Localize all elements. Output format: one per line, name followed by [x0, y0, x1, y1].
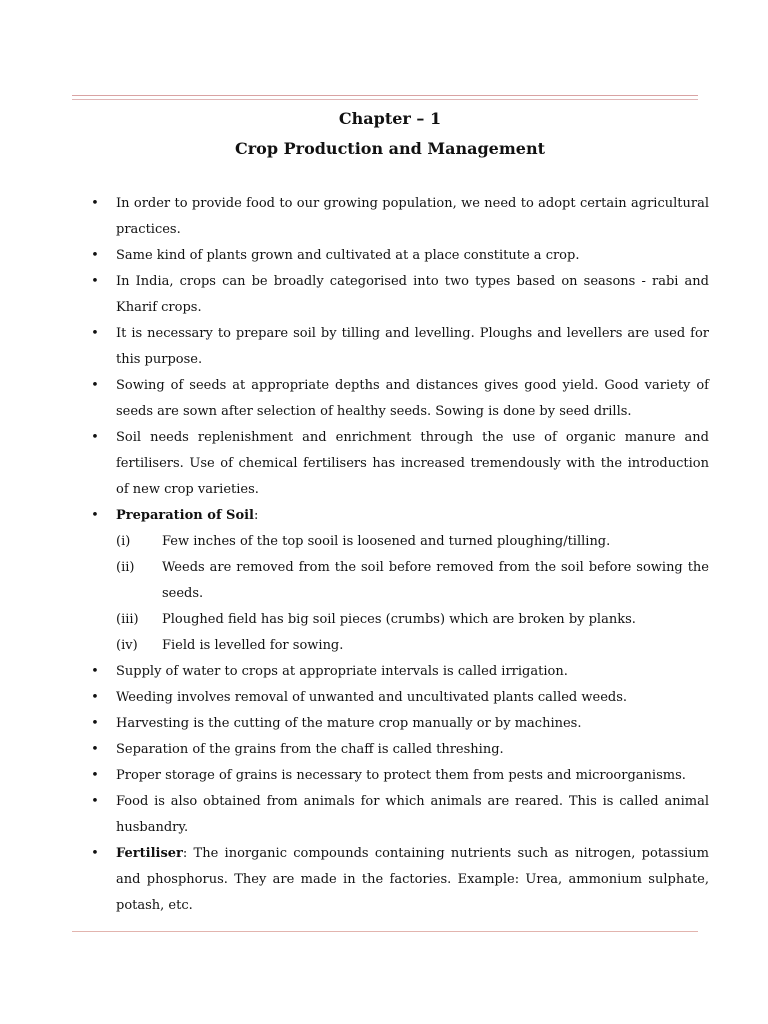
- list-item-text: Supply of water to crops at appropriate intervals is called irrigation.: [116, 664, 568, 679]
- bullet-icon: •: [91, 768, 99, 783]
- bullet-icon: •: [91, 430, 99, 445]
- bullet-icon: •: [91, 690, 99, 705]
- list-item-text: Weeding involves removal of unwanted and uncultivated plants called weeds.: [116, 690, 628, 705]
- list-item-text: Soil needs replenishment and enrichment through the use of organic manure and fertilisers. Use of chemical fertilisers has increased tremendously with the introduction of new crop varieties.: [116, 430, 709, 497]
- bullet-icon: •: [91, 742, 99, 757]
- sub-list-text: Field is levelled for sowing.: [162, 638, 344, 653]
- bullet-icon: •: [91, 794, 99, 809]
- heading-colon: :: [254, 508, 259, 523]
- list-item: [88, 763, 709, 789]
- header-rule-top: [72, 95, 698, 96]
- list-item-text: In order to provide food to our growing population, we need to adopt certain agricultural practices.: [116, 196, 709, 237]
- list-item: [88, 685, 709, 711]
- list-item: [88, 321, 709, 373]
- sub-list-number: (iii): [116, 612, 139, 627]
- list-item: [88, 789, 709, 841]
- list-item: [88, 425, 709, 503]
- bullet-icon: •: [91, 274, 99, 289]
- sub-list-number: (ii): [116, 560, 135, 575]
- preparation-of-soil-heading: Preparation of Soil: [116, 508, 254, 523]
- sub-list-text: Ploughed field has big soil pieces (crumbs) which are broken by planks.: [162, 612, 636, 627]
- sub-list-text: Few inches of the top sooil is loosened and turned ploughing/tilling.: [162, 534, 611, 549]
- bullet-icon: •: [91, 716, 99, 731]
- sub-list-number: (i): [116, 534, 131, 549]
- list-item-text: Same kind of plants grown and cultivated at a place constitute a crop.: [116, 248, 580, 263]
- sub-list-text: Weeds are removed from the soil before removed from the soil before sowing the seeds.: [162, 560, 709, 601]
- fertiliser-text: The inorganic compounds containing nutrients such as nitrogen, potassium and phosphorus. They are made in the factories. Example: Urea, ammonium sulphate, potash, etc.: [116, 846, 709, 913]
- bullet-icon: •: [91, 248, 99, 263]
- list-item-text: Harvesting is the cutting of the mature crop manually or by machines.: [116, 716, 582, 731]
- list-item-text: Sowing of seeds at appropriate depths and distances gives good yield. Good variety of seeds are sown after selection of healthy seeds. Sowing is done by seed drills.: [116, 378, 709, 419]
- list-item: [88, 191, 709, 243]
- chapter-title: Chapter – 1: [338, 109, 442, 128]
- sub-list-item: [88, 529, 709, 555]
- bullet-icon: •: [91, 326, 99, 341]
- list-item: [88, 373, 709, 425]
- bullet-icon: •: [91, 664, 99, 679]
- sub-list-item: [88, 633, 709, 659]
- list-item-text: Separation of the grains from the chaff is called threshing.: [116, 742, 504, 757]
- sub-list-item: [88, 555, 709, 607]
- list-item: [88, 737, 709, 763]
- bullet-icon: •: [91, 508, 99, 523]
- list-item: [88, 269, 709, 321]
- bullet-icon: •: [91, 378, 99, 393]
- list-item: [88, 659, 709, 685]
- sub-list-number: (iv): [116, 638, 138, 653]
- fertiliser-heading: Fertiliser: [116, 846, 183, 861]
- fertiliser-item: [88, 841, 709, 919]
- list-item-text: In India, crops can be broadly categorised into two types based on seasons - rabi and Kharif crops.: [116, 274, 709, 315]
- footer-rule: [72, 931, 698, 932]
- list-item-text: Food is also obtained from animals for which animals are reared. This is called animal husbandry.: [116, 794, 709, 835]
- notes-content: [88, 191, 709, 919]
- list-item: [88, 711, 709, 737]
- heading-colon: :: [182, 846, 188, 861]
- list-item-text: It is necessary to prepare soil by tilling and levelling. Ploughs and levellers are used for this purpose.: [116, 326, 709, 367]
- bullet-icon: •: [91, 846, 99, 861]
- preparation-of-soil-item: [88, 503, 709, 529]
- header-rule-bottom: [72, 99, 698, 100]
- list-item-text: Proper storage of grains is necessary to protect them from pests and microorganisms.: [116, 768, 686, 783]
- bullet-icon: •: [91, 196, 99, 211]
- sub-list-item: [88, 607, 709, 633]
- list-item: [88, 243, 709, 269]
- chapter-subtitle: Crop Production and Management: [235, 139, 545, 158]
